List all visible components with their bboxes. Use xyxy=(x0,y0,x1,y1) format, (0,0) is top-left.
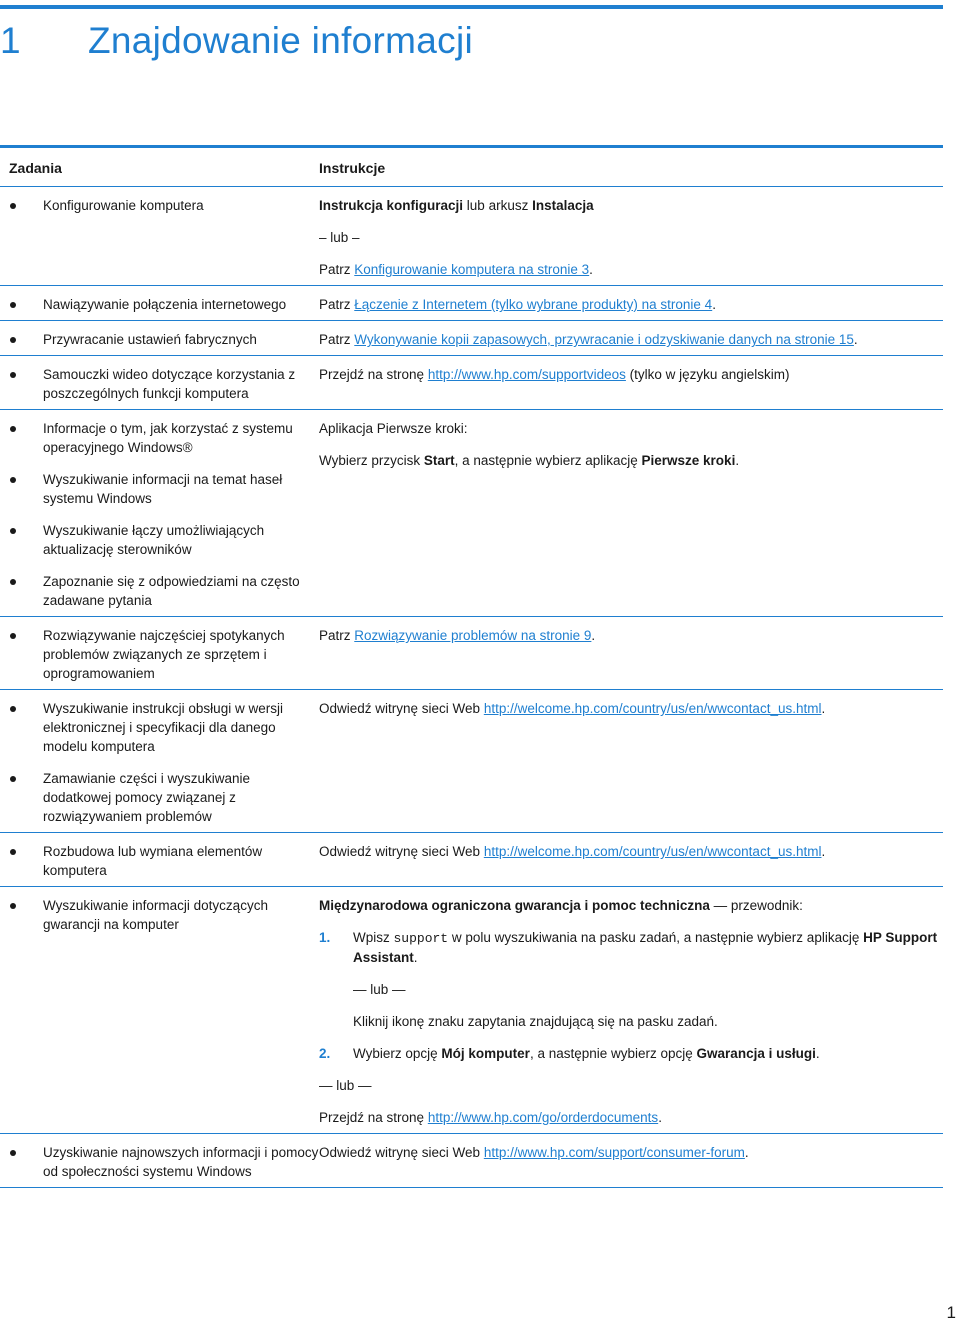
task-text: Rozbudowa lub wymiana elementów komputera xyxy=(43,844,263,878)
task-text: Uzyskiwanie najnowszych informacji i pomocy od społeczności systemu Windows xyxy=(43,1145,319,1179)
top-rule xyxy=(0,5,943,9)
table-row xyxy=(0,617,943,690)
text: Patrz xyxy=(319,332,355,347)
row-content xyxy=(0,295,943,314)
link[interactable]: http://welcome.hp.com/country/us/en/wwcontact_us.html xyxy=(483,701,822,716)
text: Przejdź na stronę xyxy=(319,367,428,382)
bullet-icon xyxy=(10,1150,16,1156)
link[interactable]: Łączenie z Internetem (tylko wybrane produkty) na stronie 4 xyxy=(354,297,713,312)
table-row xyxy=(0,410,943,617)
instruction-line xyxy=(319,330,943,349)
instruction-line xyxy=(319,228,943,247)
table-row xyxy=(0,887,943,1134)
table-row xyxy=(0,356,943,410)
list-item xyxy=(0,365,319,403)
instructions-cell xyxy=(319,295,943,314)
row-content xyxy=(0,842,943,880)
bullet-icon xyxy=(10,528,16,534)
text: . xyxy=(658,1110,662,1125)
task-text: Rozwiązywanie najczęściej spotykanych problemów związanych ze sprzętem i oprogramowaniem xyxy=(43,628,285,681)
instruction-line xyxy=(319,896,943,915)
table-row xyxy=(0,286,943,321)
table-body xyxy=(0,187,943,1188)
text: . xyxy=(821,701,826,716)
table-row xyxy=(0,321,943,356)
text: . xyxy=(821,844,826,859)
link[interactable]: http://www.hp.com/supportvideos xyxy=(427,367,626,382)
header-instructions: Instrukcje xyxy=(319,160,386,176)
row-content xyxy=(0,419,943,610)
instruction-line xyxy=(319,295,943,314)
text: Patrz xyxy=(319,297,355,312)
bold-text: Start xyxy=(423,453,455,468)
text: , a następnie wybierz aplikację xyxy=(454,453,642,468)
list-item xyxy=(0,470,319,508)
text: . xyxy=(815,1046,820,1061)
text: (tylko w języku angielskim) xyxy=(625,367,790,382)
instruction-line xyxy=(319,419,943,438)
bullet-icon xyxy=(10,849,16,855)
task-text: Wyszukiwanie informacji na temat haseł systemu Windows xyxy=(43,472,283,506)
bullet-icon xyxy=(10,776,16,782)
instructions-cell xyxy=(319,699,943,826)
list-item xyxy=(0,521,319,559)
instruction-line xyxy=(319,928,943,967)
text: lub arkusz xyxy=(463,198,533,213)
text: – lub – xyxy=(319,230,360,245)
instruction-line xyxy=(319,1012,943,1031)
instructions-cell xyxy=(319,1143,943,1181)
bullet-icon xyxy=(10,203,16,209)
instructions-cell xyxy=(319,842,943,880)
tasks-cell xyxy=(0,365,319,403)
task-text: Zamawianie części i wyszukiwanie dodatkowej pomocy związanej z rozwiązywaniem problemów xyxy=(43,771,251,824)
list-item xyxy=(0,699,319,756)
instruction-line xyxy=(319,699,943,718)
page-number: 1 xyxy=(946,1303,956,1322)
text: Aplikacja Pierwsze kroki: xyxy=(319,421,468,436)
row-content xyxy=(0,330,943,349)
bold-text: Międzynarodowa ograniczona gwarancja i pomoc techniczna xyxy=(319,898,710,913)
instruction-line xyxy=(319,626,943,645)
tasks-cell xyxy=(0,896,319,1127)
tasks-cell xyxy=(0,699,319,826)
text: . xyxy=(591,628,596,643)
header-tasks: Zadania xyxy=(9,160,62,176)
bullet-icon xyxy=(10,903,16,909)
bullet-icon xyxy=(10,706,16,712)
text: Odwiedź witrynę sieci Web xyxy=(319,1145,484,1160)
bullet-icon xyxy=(10,426,16,432)
tasks-cell xyxy=(0,842,319,880)
row-content xyxy=(0,699,943,826)
table-row xyxy=(0,690,943,833)
tasks-cell xyxy=(0,196,319,279)
tasks-cell xyxy=(0,626,319,683)
instructions-cell xyxy=(319,330,943,349)
instruction-line xyxy=(319,1044,943,1063)
text: Patrz xyxy=(319,262,355,277)
table-row xyxy=(0,1134,943,1188)
tasks-cell xyxy=(0,330,319,349)
chapter-number: 1 xyxy=(0,20,21,61)
task-text: Przywracanie ustawień fabrycznych xyxy=(43,332,257,347)
bold-text: Instalacja xyxy=(532,198,594,213)
list-item xyxy=(0,330,319,349)
code-text: support xyxy=(393,931,449,946)
bullet-icon xyxy=(10,372,16,378)
list-item xyxy=(0,896,319,934)
task-text: Wyszukiwanie instrukcji obsługi w wersji elektronicznej i specyfikacji dla danego modelu komputera xyxy=(43,701,283,754)
task-text: Samouczki wideo dotyczące korzystania z poszczególnych funkcji komputera xyxy=(43,367,296,401)
text: . xyxy=(413,950,418,965)
text: . xyxy=(712,297,716,312)
row-content xyxy=(0,196,943,279)
link[interactable]: Rozwiązywanie problemów na stronie 9 xyxy=(354,628,592,643)
instruction-line xyxy=(319,451,943,470)
tasks-cell xyxy=(0,295,319,314)
tasks-cell xyxy=(0,419,319,610)
bold-text: Mój komputer xyxy=(441,1046,530,1061)
list-item xyxy=(0,572,319,610)
text: w polu wyszukiwania na pasku zadań, a następnie wybierz aplikację xyxy=(448,930,864,945)
step-number: 2. xyxy=(319,1046,331,1061)
link[interactable]: Wykonywanie kopii zapasowych, przywracanie i odzyskiwanie danych na stronie 15 xyxy=(354,332,854,347)
task-text: Zapoznanie się z odpowiedziami na często zadawane pytania xyxy=(43,574,300,608)
bold-text: Instrukcja konfiguracji xyxy=(319,198,464,213)
chapter-title: Znajdowanie informacji xyxy=(88,20,474,61)
text: . xyxy=(735,453,740,468)
text: . xyxy=(589,262,593,277)
instruction-line xyxy=(319,1076,943,1095)
task-text: Nawiązywanie połączenia internetowego xyxy=(43,297,287,312)
bold-text: Pierwsze kroki xyxy=(641,453,736,468)
list-item xyxy=(0,769,319,826)
instruction-line xyxy=(319,980,943,999)
text: Wpisz xyxy=(353,930,394,945)
text: Odwiedź witrynę sieci Web xyxy=(319,844,484,859)
instructions-cell xyxy=(319,419,943,610)
instruction-line xyxy=(319,1108,943,1127)
list-item xyxy=(0,626,319,683)
list-item xyxy=(0,1143,319,1181)
bullet-icon xyxy=(10,302,16,308)
instruction-line xyxy=(319,196,943,215)
table-row xyxy=(0,187,943,286)
task-text: Konfigurowanie komputera xyxy=(43,198,204,213)
instructions-cell xyxy=(319,365,943,403)
row-content xyxy=(0,896,943,1127)
list-item xyxy=(0,419,319,457)
table-header xyxy=(0,145,943,187)
bullet-icon xyxy=(10,477,16,483)
list-item xyxy=(0,295,319,314)
bullet-icon xyxy=(10,579,16,585)
text: . xyxy=(853,332,858,347)
text: Odwiedź witrynę sieci Web xyxy=(319,701,484,716)
text: Wybierz opcję xyxy=(353,1046,442,1061)
bullet-icon xyxy=(10,337,16,343)
info-table xyxy=(0,145,943,1188)
link[interactable]: http://www.hp.com/support/consumer-forum xyxy=(483,1145,745,1160)
text: Patrz xyxy=(319,628,355,643)
link[interactable]: Konfigurowanie komputera na stronie 3 xyxy=(354,262,590,277)
list-item xyxy=(0,842,319,880)
link[interactable]: http://welcome.hp.com/country/us/en/wwcontact_us.html xyxy=(483,844,822,859)
task-text: Wyszukiwanie łączy umożliwiających aktualizację sterowników xyxy=(43,523,265,557)
step-number: 1. xyxy=(319,930,331,945)
instructions-cell xyxy=(319,896,943,1127)
task-text: Informacje o tym, jak korzystać z systemu operacyjnego Windows® xyxy=(43,421,293,455)
row-content xyxy=(0,1143,943,1181)
text: Kliknij ikonę znaku zapytania znajdującą się na pasku zadań. xyxy=(353,1014,718,1029)
row-content xyxy=(0,626,943,683)
tasks-cell xyxy=(0,1143,319,1181)
bold-text: HP Support Assistant xyxy=(353,930,938,965)
instructions-cell xyxy=(319,626,943,683)
text: — lub — xyxy=(319,1078,372,1093)
table-row xyxy=(0,833,943,887)
text: , a następnie wybierz opcję xyxy=(529,1046,697,1061)
bold-text: Gwarancja i usługi xyxy=(696,1046,816,1061)
text: — przewodnik: xyxy=(709,898,803,913)
instruction-line xyxy=(319,1143,943,1162)
task-text: Wyszukiwanie informacji dotyczących gwarancji na komputer xyxy=(43,898,268,932)
bullet-icon xyxy=(10,633,16,639)
instruction-line xyxy=(319,260,943,279)
row-content xyxy=(0,365,943,403)
instruction-line xyxy=(319,842,943,861)
list-item xyxy=(0,196,319,215)
instruction-line xyxy=(319,365,943,384)
text: Przejdź na stronę xyxy=(319,1110,428,1125)
text: Wybierz przycisk xyxy=(319,453,424,468)
text: — lub — xyxy=(353,982,406,997)
link[interactable]: http://www.hp.com/go/orderdocuments xyxy=(427,1110,659,1125)
instructions-cell xyxy=(319,196,943,279)
page-title xyxy=(0,20,473,62)
text: . xyxy=(744,1145,749,1160)
